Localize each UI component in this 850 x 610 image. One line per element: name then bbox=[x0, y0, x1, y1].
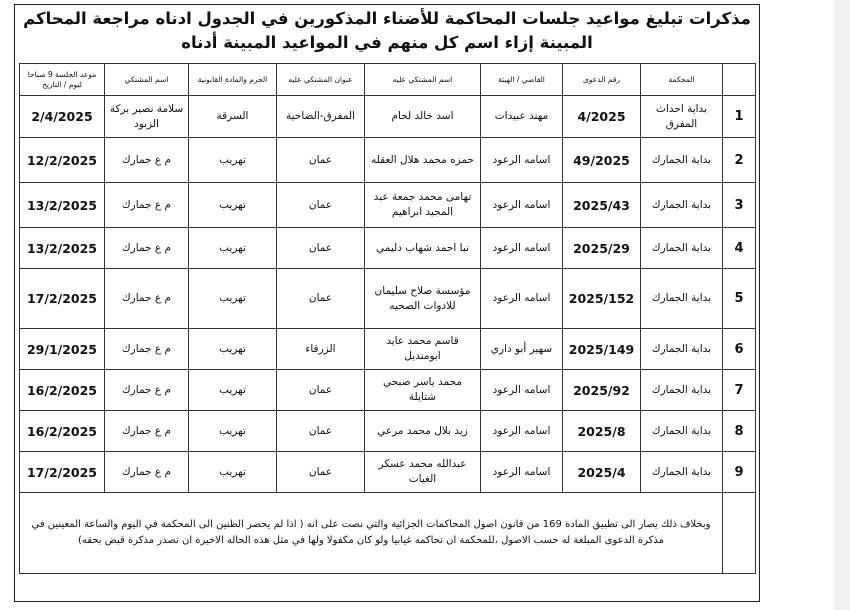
cell-date: 12/2/2025 bbox=[20, 138, 105, 183]
cell-date: 29/1/2025 bbox=[20, 329, 105, 370]
cell-case-number: 2025/4 bbox=[563, 452, 641, 493]
cell-crime: تهريب bbox=[189, 269, 277, 329]
row-index: 6 bbox=[723, 329, 756, 370]
cell-defendant: حمزه محمد هلال العقله bbox=[365, 138, 481, 183]
cell-defendant: زيد بلال محمد مرعي bbox=[365, 411, 481, 452]
legal-note: وبخلاف ذلك يصار الى تطبيق المادة 169 من قانون اصول المحاكمات الجزائية والتي نصت على انه ( اذا لم يحضر الظنين الى المحكمة في اليوم والساعة المعينين في مذكرة الدعوى المبلغة له حسب الاصول ،للمحكمة ان تحاكمه غيابيا ولو كان مكفولا ولها في مثل هذه الحاله الاخيرة ان تصدر مذكرة قبض بحقه) bbox=[20, 493, 723, 574]
cell-defendant: نبا احمد شهاب دليمي bbox=[365, 228, 481, 269]
cell-court: بداية الجمارك bbox=[641, 138, 723, 183]
table-body bbox=[20, 96, 756, 493]
header-judge: القاضي / الهيئة bbox=[481, 64, 563, 96]
cell-crime: تهريب bbox=[189, 329, 277, 370]
table-row bbox=[20, 269, 756, 329]
cell-court: بداية احداث المفرق bbox=[641, 96, 723, 138]
cell-defendant: مؤسسة صلاح سليمان للادوات الصحيه bbox=[365, 269, 481, 329]
cell-defendant: محمد ياسر صبحي شتايلة bbox=[365, 370, 481, 411]
note-row bbox=[20, 493, 756, 574]
cell-crime: تهريب bbox=[189, 183, 277, 228]
table-row bbox=[20, 228, 756, 269]
cell-complainant: م ع جمارك bbox=[105, 370, 189, 411]
table-row bbox=[20, 96, 756, 138]
cell-defendant: عبدالله محمد عسكر الغيات bbox=[365, 452, 481, 493]
cell-court: بداية الجمارك bbox=[641, 411, 723, 452]
cell-complainant: م ع جمارك bbox=[105, 329, 189, 370]
table-row bbox=[20, 452, 756, 493]
table-row bbox=[20, 138, 756, 183]
cell-court: بداية الجمارك bbox=[641, 183, 723, 228]
header-complainant: اسم المشتكي bbox=[105, 64, 189, 96]
cell-judge: مهند عبيدات bbox=[481, 96, 563, 138]
cell-date: 16/2/2025 bbox=[20, 370, 105, 411]
cell-court: بداية الجمارك bbox=[641, 370, 723, 411]
header-index bbox=[723, 64, 756, 96]
table-row bbox=[20, 329, 756, 370]
page-edge bbox=[834, 0, 850, 610]
cell-defendant: قاسم محمد عايد ابومنديل bbox=[365, 329, 481, 370]
cell-judge: اسامه الرعود bbox=[481, 269, 563, 329]
cell-case-number: 49/2025 bbox=[563, 138, 641, 183]
header-address: عنوان المشتكي عليه bbox=[277, 64, 365, 96]
cell-crime: تهريب bbox=[189, 452, 277, 493]
header-court: المحكمة bbox=[641, 64, 723, 96]
hearings-table bbox=[19, 63, 756, 574]
row-index: 3 bbox=[723, 183, 756, 228]
table-row bbox=[20, 183, 756, 228]
cell-date: 13/2/2025 bbox=[20, 228, 105, 269]
cell-date: 2/4/2025 bbox=[20, 96, 105, 138]
cell-date: 17/2/2025 bbox=[20, 269, 105, 329]
cell-complainant: م ع جمارك bbox=[105, 411, 189, 452]
cell-case-number: 2025/29 bbox=[563, 228, 641, 269]
cell-crime: تهريب bbox=[189, 138, 277, 183]
row-index: 2 bbox=[723, 138, 756, 183]
cell-defendant: تهامى محمد جمعة عبد المجيد ابراهيم bbox=[365, 183, 481, 228]
cell-judge: اسامه الرعود bbox=[481, 370, 563, 411]
row-index: 1 bbox=[723, 96, 756, 138]
cell-judge: اسامه الرعود bbox=[481, 452, 563, 493]
row-index: 9 bbox=[723, 452, 756, 493]
cell-crime: تهريب bbox=[189, 228, 277, 269]
notice-sheet bbox=[14, 4, 760, 602]
cell-judge: اسامه الرعود bbox=[481, 138, 563, 183]
cell-defendant: اسد خالد لحام bbox=[365, 96, 481, 138]
cell-complainant: م ع جمارك bbox=[105, 228, 189, 269]
header-case-number: رقم الدعوى bbox=[563, 64, 641, 96]
table-row bbox=[20, 411, 756, 452]
cell-address: عمان bbox=[277, 183, 365, 228]
note-spacer bbox=[723, 493, 756, 574]
cell-judge: اسامه الرعود bbox=[481, 411, 563, 452]
cell-complainant: م ع جمارك bbox=[105, 183, 189, 228]
row-index: 4 bbox=[723, 228, 756, 269]
row-index: 5 bbox=[723, 269, 756, 329]
cell-case-number: 2025/8 bbox=[563, 411, 641, 452]
row-index: 7 bbox=[723, 370, 756, 411]
cell-address: عمان bbox=[277, 411, 365, 452]
cell-address: عمان bbox=[277, 370, 365, 411]
cell-complainant: م ع جمارك bbox=[105, 138, 189, 183]
cell-court: بداية الجمارك bbox=[641, 452, 723, 493]
cell-case-number: 2025/92 bbox=[563, 370, 641, 411]
cell-judge: اسامه الرعود bbox=[481, 183, 563, 228]
cell-judge: اسامه الرعود bbox=[481, 228, 563, 269]
cell-complainant: سلامة نصير بركة الزبود bbox=[105, 96, 189, 138]
cell-court: بداية الجمارك bbox=[641, 329, 723, 370]
page-title: مذكرات تبليغ مواعيد جلسات المحاكمة للأضناء المذكورين في الجدول ادناه مراجعة المحاكم المبينة إزاء اسم كل منهم في المواعيد المبينة أدناه bbox=[23, 9, 751, 52]
cell-court: بداية الجمارك bbox=[641, 228, 723, 269]
cell-date: 13/2/2025 bbox=[20, 183, 105, 228]
cell-court: بداية الجمارك bbox=[641, 269, 723, 329]
cell-case-number: 2025/43 bbox=[563, 183, 641, 228]
cell-case-number: 2025/152 bbox=[563, 269, 641, 329]
header-crime: الجرم والمادة القانونية bbox=[189, 64, 277, 96]
cell-crime: السرقة bbox=[189, 96, 277, 138]
cell-judge: سهير أبو داري bbox=[481, 329, 563, 370]
cell-date: 17/2/2025 bbox=[20, 452, 105, 493]
table-header-row bbox=[20, 64, 756, 96]
header-defendant: اسم المشتكي عليه bbox=[365, 64, 481, 96]
cell-address: عمان bbox=[277, 269, 365, 329]
cell-address: المفرق-الضاحية bbox=[277, 96, 365, 138]
header-date: موعد الجلسة 9 صباحا ليوم / التاريخ bbox=[20, 64, 105, 96]
cell-address: عمان bbox=[277, 228, 365, 269]
cell-complainant: م ع جمارك bbox=[105, 269, 189, 329]
cell-crime: تهريب bbox=[189, 370, 277, 411]
row-index: 8 bbox=[723, 411, 756, 452]
cell-complainant: م ع جمارك bbox=[105, 452, 189, 493]
cell-address: عمان bbox=[277, 138, 365, 183]
table-row bbox=[20, 370, 756, 411]
cell-crime: تهريب bbox=[189, 411, 277, 452]
cell-address: عمان bbox=[277, 452, 365, 493]
cell-case-number: 4/2025 bbox=[563, 96, 641, 138]
cell-address: الزرقاء bbox=[277, 329, 365, 370]
cell-case-number: 2025/149 bbox=[563, 329, 641, 370]
cell-date: 16/2/2025 bbox=[20, 411, 105, 452]
